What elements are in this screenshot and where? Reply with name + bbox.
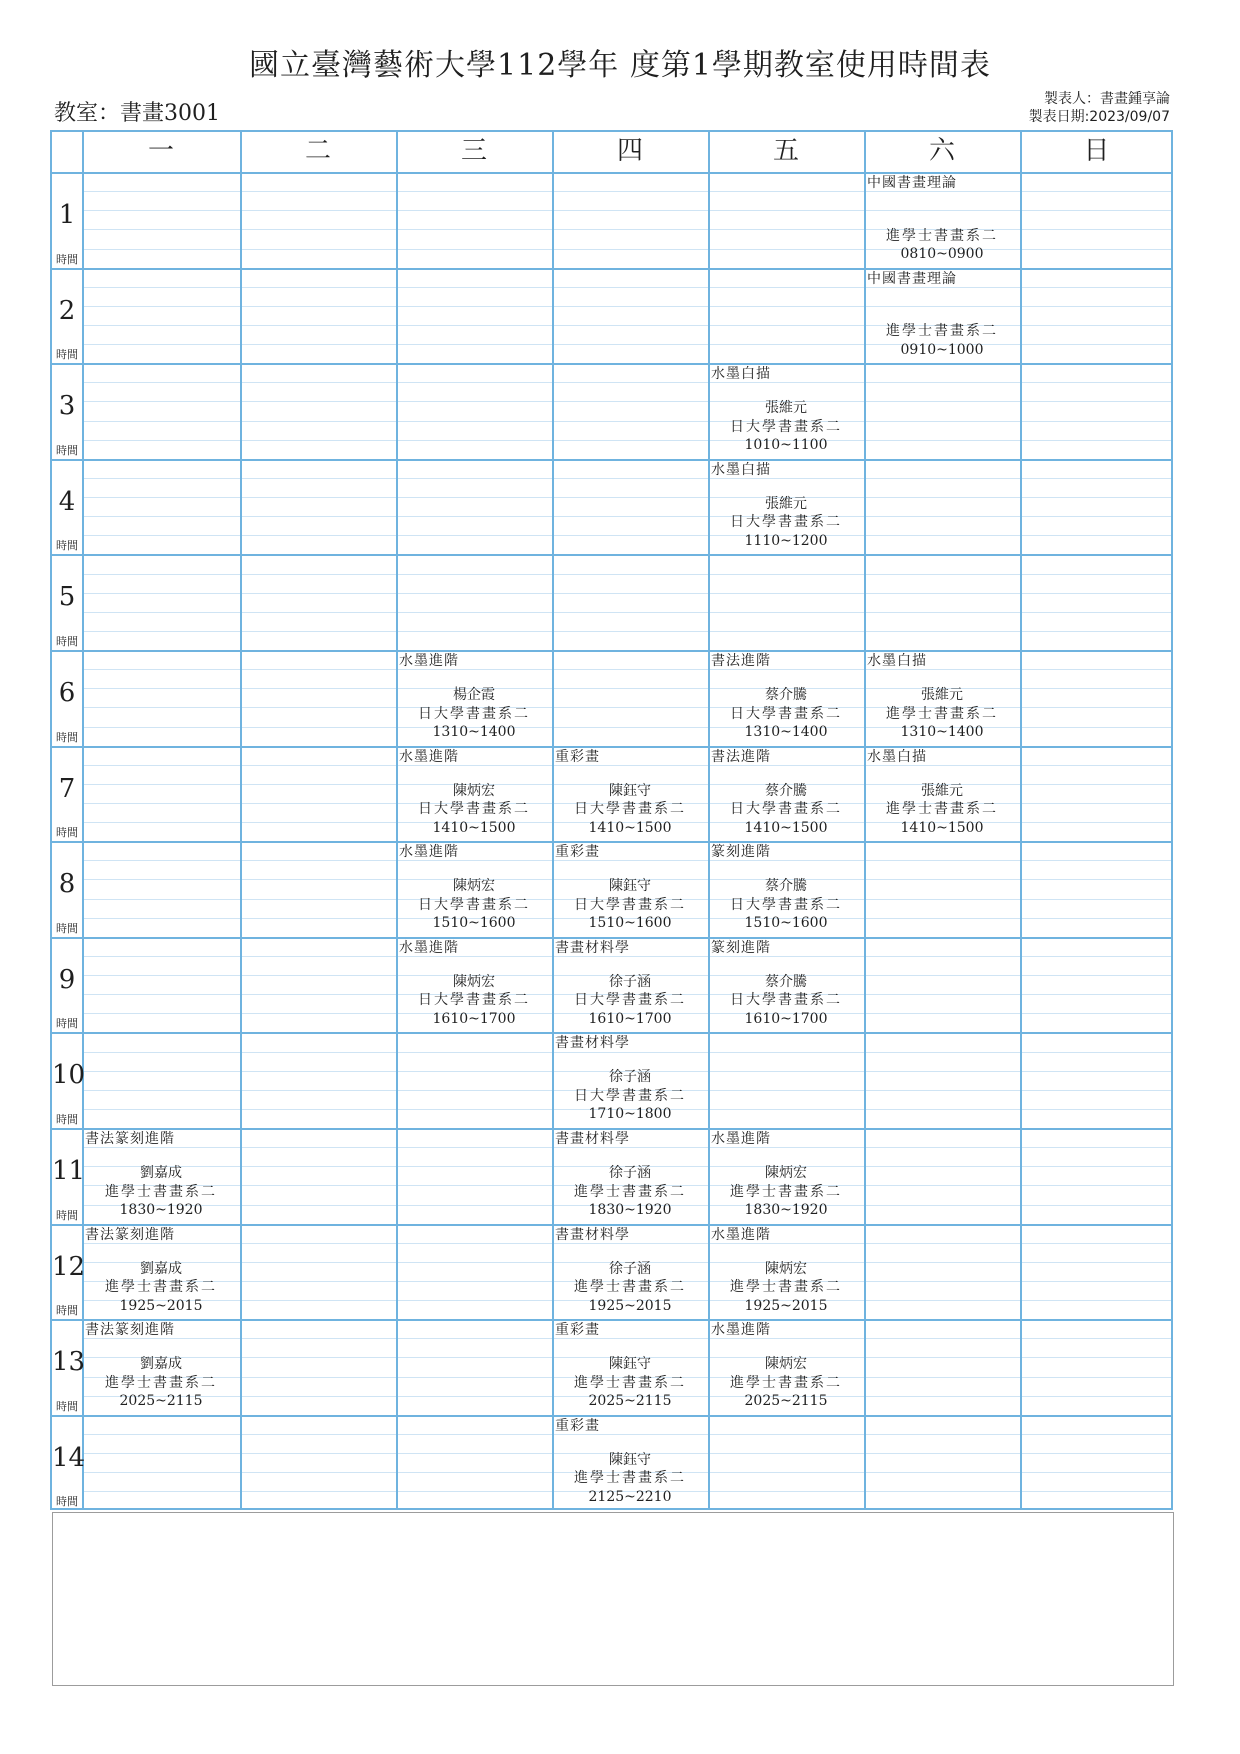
grid-row-line xyxy=(50,554,1173,556)
ruled-line xyxy=(82,574,1173,575)
course-name: 書法進階 xyxy=(711,748,771,765)
department-label: 日大學書畫系二 xyxy=(730,801,842,818)
grid-row-line xyxy=(50,130,1173,132)
teacher-name: 劉嘉成 xyxy=(140,1260,182,1277)
class-time: 1410~1500 xyxy=(900,819,984,836)
course-name: 水墨進階 xyxy=(711,1131,771,1147)
class-details xyxy=(82,1355,240,1411)
class-time: 1410~1500 xyxy=(744,819,828,836)
ruled-line xyxy=(82,421,1173,422)
department-label: 進學士書畫系二 xyxy=(574,1183,686,1200)
department-label: 日大學書畫系二 xyxy=(418,896,530,913)
teacher-name xyxy=(864,304,1020,323)
class-details xyxy=(552,1451,708,1507)
course-name: 水墨進階 xyxy=(711,1322,771,1339)
class-cell[interactable] xyxy=(864,173,1020,268)
ruled-line xyxy=(82,478,1173,479)
ruled-line xyxy=(82,440,1173,441)
class-details xyxy=(552,1355,708,1411)
department-label: 日大學書畫系二 xyxy=(574,992,686,1009)
department-label: 日大學書畫系二 xyxy=(418,705,530,722)
maker-label: 製表人：書畫鍾享論 xyxy=(1044,91,1170,107)
class-time: 0810~0900 xyxy=(900,246,984,262)
teacher-name: 陳炳宏 xyxy=(765,1260,807,1277)
class-time: 1310~1400 xyxy=(432,724,516,740)
class-cell[interactable] xyxy=(864,747,1020,842)
class-cell[interactable] xyxy=(396,651,552,746)
class-cell[interactable] xyxy=(552,938,708,1033)
teacher-name: 劉嘉成 xyxy=(140,1356,182,1373)
ruled-line xyxy=(82,535,1173,536)
class-time: 0910~1000 xyxy=(900,341,984,358)
department-label: 進學士書畫系二 xyxy=(886,227,998,244)
class-details xyxy=(864,686,1020,742)
department-label: 日大學書畫系二 xyxy=(574,896,686,913)
class-cell[interactable] xyxy=(552,747,708,842)
course-name: 篆刻進階 xyxy=(711,844,771,861)
course-name: 重彩畫 xyxy=(555,1417,600,1434)
period-time-label: 時間 xyxy=(56,1208,78,1222)
period-time-label: 時間 xyxy=(56,1017,78,1031)
period-number: 9 xyxy=(58,964,76,995)
class-cell[interactable] xyxy=(708,1129,864,1224)
period-time-label: 時間 xyxy=(56,443,78,457)
class-details xyxy=(552,782,708,838)
department-label: 日大學書畫系二 xyxy=(730,514,842,531)
class-time: 1710~1800 xyxy=(588,1106,672,1123)
class-details xyxy=(82,1164,240,1220)
class-time: 1610~1700 xyxy=(432,1010,516,1027)
class-details xyxy=(552,973,708,1029)
period-number: 10 xyxy=(52,1060,86,1091)
course-name: 重彩畫 xyxy=(555,844,600,861)
course-name: 水墨進階 xyxy=(399,844,459,861)
course-name: 書畫材料學 xyxy=(555,1131,630,1147)
course-name: 水墨進階 xyxy=(399,748,459,765)
page-title: 國立臺灣藝術大學112學年 度第1學期教室使用時間表 xyxy=(249,48,991,83)
class-time: 1830~1920 xyxy=(744,1202,828,1218)
class-details xyxy=(552,1068,708,1124)
teacher-name: 張維元 xyxy=(765,400,807,417)
grid-row-line xyxy=(50,459,1173,461)
period-time-label: 時間 xyxy=(56,348,78,362)
grid-column-line xyxy=(1171,130,1173,1510)
class-details xyxy=(708,973,864,1029)
ruled-line xyxy=(82,516,1173,517)
department-label: 進學士書畫系二 xyxy=(886,705,998,722)
class-time: 1010~1100 xyxy=(744,437,828,454)
department-label: 日大學書畫系二 xyxy=(730,896,842,913)
class-time: 2125~2210 xyxy=(588,1488,672,1505)
class-time: 1310~1400 xyxy=(744,724,828,740)
department-label: 進學士書畫系二 xyxy=(105,1374,217,1391)
course-name: 中國書畫理論 xyxy=(867,270,957,287)
class-cell[interactable] xyxy=(708,460,864,555)
class-time: 1610~1700 xyxy=(588,1010,672,1027)
class-details xyxy=(708,495,864,551)
course-name: 書法進階 xyxy=(711,653,771,669)
course-name: 重彩畫 xyxy=(555,748,600,765)
period-time-label: 時間 xyxy=(56,921,78,935)
class-details xyxy=(864,208,1020,264)
class-details xyxy=(864,782,1020,838)
teacher-name: 陳炳宏 xyxy=(453,973,495,990)
ruled-line xyxy=(82,497,1173,498)
class-time: 2025~2115 xyxy=(744,1393,828,1410)
teacher-name: 蔡介騰 xyxy=(765,782,807,799)
class-cell[interactable] xyxy=(552,1129,708,1224)
room-label: 教室：書畫3001 xyxy=(54,101,220,126)
day-header: 三 xyxy=(460,136,487,166)
class-details xyxy=(396,782,552,838)
teacher-name: 陳鈺守 xyxy=(609,878,651,895)
class-details xyxy=(396,686,552,742)
period-time-label: 時間 xyxy=(56,1495,78,1509)
teacher-name: 陳鈺守 xyxy=(609,782,651,799)
day-header: 日 xyxy=(1083,136,1110,166)
meta-block xyxy=(1029,90,1170,126)
period-time-label: 時間 xyxy=(56,252,78,266)
period-number: 3 xyxy=(58,391,76,422)
class-cell[interactable] xyxy=(708,364,864,459)
class-details xyxy=(552,1164,708,1220)
class-cell[interactable] xyxy=(82,1129,240,1224)
class-cell[interactable] xyxy=(552,1033,708,1128)
class-cell[interactable] xyxy=(708,651,864,746)
course-name: 書法篆刻進階 xyxy=(85,1322,175,1339)
teacher-name: 劉嘉成 xyxy=(140,1165,182,1181)
department-label: 日大學書畫系二 xyxy=(730,705,842,722)
class-time: 1925~2015 xyxy=(119,1297,203,1314)
teacher-name: 張維元 xyxy=(765,495,807,512)
class-time: 1830~1920 xyxy=(119,1202,203,1218)
course-name: 水墨進階 xyxy=(399,653,459,669)
class-time: 1830~1920 xyxy=(588,1202,672,1218)
course-name: 水墨白描 xyxy=(867,748,927,765)
period-number: 7 xyxy=(58,773,76,804)
class-time: 1510~1600 xyxy=(588,915,672,932)
course-name: 水墨白描 xyxy=(711,366,771,383)
course-name: 書畫材料學 xyxy=(555,939,630,956)
course-name: 篆刻進階 xyxy=(711,939,771,956)
class-cell[interactable] xyxy=(552,1225,708,1320)
teacher-name: 張維元 xyxy=(921,782,963,799)
department-label: 進學士書畫系二 xyxy=(105,1183,217,1200)
day-header: 五 xyxy=(772,136,799,166)
department-label: 進學士書畫系二 xyxy=(574,1279,686,1296)
teacher-name: 陳炳宏 xyxy=(765,1356,807,1373)
course-name: 水墨進階 xyxy=(711,1226,771,1243)
teacher-name: 陳炳宏 xyxy=(765,1165,807,1181)
teacher-name: 張維元 xyxy=(921,687,963,703)
department-label: 日大學書畫系二 xyxy=(730,992,842,1009)
teacher-name: 蔡介騰 xyxy=(765,973,807,990)
class-time: 1410~1500 xyxy=(432,819,516,836)
teacher-name xyxy=(864,208,1020,227)
course-name: 書法篆刻進階 xyxy=(85,1131,175,1147)
period-number: 8 xyxy=(58,869,76,900)
period-number: 1 xyxy=(58,200,76,230)
class-time: 1410~1500 xyxy=(588,819,672,836)
period-time-label: 時間 xyxy=(56,539,78,553)
class-details xyxy=(708,686,864,742)
class-time: 1510~1600 xyxy=(744,915,828,932)
teacher-name: 陳鈺守 xyxy=(609,1451,651,1468)
department-label: 進學士書畫系二 xyxy=(730,1279,842,1296)
class-cell[interactable] xyxy=(552,842,708,937)
period-number: 14 xyxy=(52,1442,86,1473)
teacher-name: 徐子涵 xyxy=(609,1069,651,1086)
grid-column-line xyxy=(240,130,242,1510)
teacher-name: 陳炳宏 xyxy=(453,782,495,799)
department-label: 進學士書畫系二 xyxy=(730,1183,842,1200)
class-details xyxy=(396,973,552,1029)
day-header: 二 xyxy=(304,136,331,166)
class-time: 1310~1400 xyxy=(900,724,984,740)
period-number: 6 xyxy=(58,678,76,708)
period-time-label: 時間 xyxy=(56,1304,78,1318)
teacher-name: 徐子涵 xyxy=(609,973,651,990)
course-name: 水墨白描 xyxy=(867,653,927,669)
class-details xyxy=(708,1164,864,1220)
class-cell[interactable] xyxy=(396,842,552,937)
class-cell[interactable] xyxy=(864,269,1020,364)
class-time: 2025~2115 xyxy=(588,1393,672,1410)
class-cell[interactable] xyxy=(82,1320,240,1415)
department-label: 日大學書畫系二 xyxy=(574,801,686,818)
class-time: 1610~1700 xyxy=(744,1010,828,1027)
department-label: 進學士書畫系二 xyxy=(886,323,998,340)
date-label: 製表日期:2023/09/07 xyxy=(1028,109,1170,125)
class-time: 1510~1600 xyxy=(432,915,516,932)
ruled-line xyxy=(82,401,1173,402)
class-details xyxy=(552,1260,708,1316)
period-number: 11 xyxy=(52,1156,86,1186)
day-header: 一 xyxy=(147,136,174,166)
class-cell[interactable] xyxy=(552,1416,708,1511)
course-name: 水墨白描 xyxy=(711,461,771,478)
class-time: 1110~1200 xyxy=(744,532,828,549)
course-name: 中國書畫理論 xyxy=(867,175,957,191)
course-name: 書畫材料學 xyxy=(555,1035,630,1052)
course-name: 書法篆刻進階 xyxy=(85,1226,175,1243)
class-details xyxy=(552,877,708,933)
ruled-line xyxy=(82,593,1173,594)
notes-box xyxy=(52,1512,1174,1686)
department-label: 進學士書畫系二 xyxy=(105,1279,217,1296)
teacher-name: 楊企霞 xyxy=(453,687,495,703)
class-details xyxy=(396,877,552,933)
course-name: 水墨進階 xyxy=(399,939,459,956)
teacher-name: 蔡介騰 xyxy=(765,687,807,703)
period-time-label: 時間 xyxy=(56,730,78,744)
period-number: 12 xyxy=(52,1251,86,1282)
department-label: 日大學書畫系二 xyxy=(418,992,530,1009)
teacher-name: 蔡介騰 xyxy=(765,878,807,895)
class-cell[interactable] xyxy=(864,651,1020,746)
teacher-name: 徐子涵 xyxy=(609,1260,651,1277)
teacher-name: 徐子涵 xyxy=(609,1165,651,1181)
period-time-label: 時間 xyxy=(56,635,78,648)
class-cell[interactable] xyxy=(708,1225,864,1320)
timetable-grid xyxy=(50,130,1173,1510)
department-label: 進學士書畫系二 xyxy=(574,1470,686,1487)
grid-column-line xyxy=(1020,130,1022,1510)
class-time: 1925~2015 xyxy=(744,1297,828,1314)
class-details xyxy=(708,877,864,933)
period-time-label: 時間 xyxy=(56,1399,78,1413)
class-cell[interactable] xyxy=(708,938,864,1033)
teacher-name: 陳炳宏 xyxy=(453,878,495,895)
department-label: 進學士書畫系二 xyxy=(730,1374,842,1391)
department-label: 日大學書畫系二 xyxy=(574,1087,686,1104)
department-label: 進學士書畫系二 xyxy=(886,801,998,818)
class-time: 1925~2015 xyxy=(588,1297,672,1314)
class-cell[interactable] xyxy=(82,1225,240,1320)
period-time-label: 時間 xyxy=(56,1113,78,1126)
course-name: 書畫材料學 xyxy=(555,1226,630,1243)
class-time: 2025~2115 xyxy=(119,1393,203,1410)
period-time-label: 時間 xyxy=(56,826,78,840)
class-cell[interactable] xyxy=(708,842,864,937)
day-header: 四 xyxy=(616,136,643,166)
class-details xyxy=(708,399,864,455)
ruled-line xyxy=(82,631,1173,632)
period-number: 2 xyxy=(58,295,76,326)
department-label: 日大學書畫系二 xyxy=(730,418,842,435)
class-details xyxy=(708,1355,864,1411)
class-cell[interactable] xyxy=(396,938,552,1033)
course-name: 重彩畫 xyxy=(555,1322,600,1339)
teacher-name: 陳鈺守 xyxy=(609,1356,651,1373)
period-number: 5 xyxy=(58,582,76,613)
ruled-line xyxy=(82,382,1173,383)
class-cell[interactable] xyxy=(708,1320,864,1415)
department-label: 進學士書畫系二 xyxy=(574,1374,686,1391)
class-cell[interactable] xyxy=(396,747,552,842)
period-number: 4 xyxy=(58,486,76,517)
period-number: 13 xyxy=(52,1347,86,1378)
class-details xyxy=(82,1260,240,1316)
class-details xyxy=(708,782,864,838)
department-label: 日大學書畫系二 xyxy=(418,801,530,818)
class-cell[interactable] xyxy=(708,747,864,842)
day-header: 六 xyxy=(928,136,955,166)
ruled-line xyxy=(82,612,1173,613)
class-details xyxy=(864,304,1020,360)
class-cell[interactable] xyxy=(552,1320,708,1415)
class-details xyxy=(708,1260,864,1316)
